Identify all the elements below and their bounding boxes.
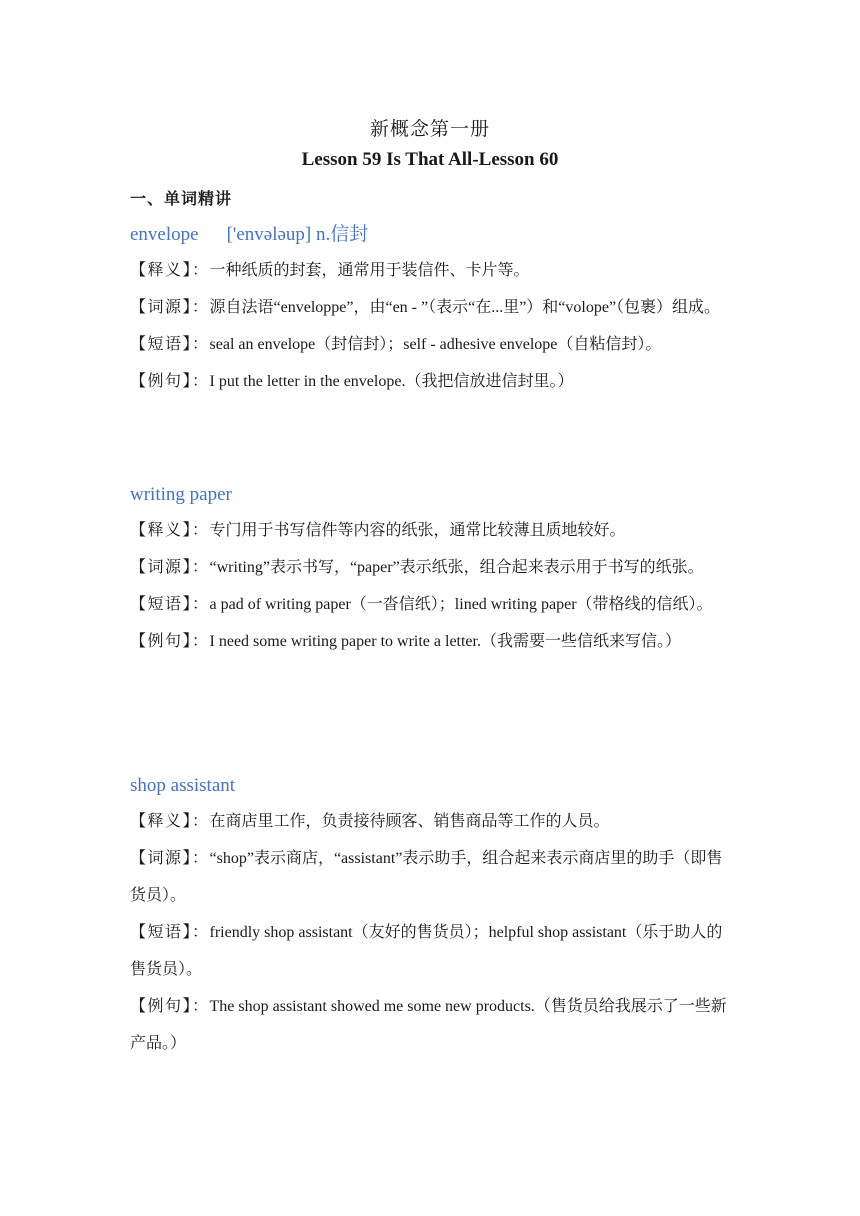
example-text: The shop assistant showed me some new products.（售货员给我展示了一些新产品。） — [130, 998, 727, 1052]
etymology-text: 源自法语“enveloppe”，由“en - ”（表示“在...里”）和“volope”（包裹）组成。 — [209, 299, 721, 316]
etymology-label: 【词源】： — [130, 299, 210, 316]
etymology-text: “writing”表示书写，“paper”表示纸张，组合起来表示用于书写的纸张。 — [209, 559, 704, 576]
vocab-entry-shop-assistant — [130, 773, 730, 1062]
definition-label: 【释义】： — [130, 262, 210, 279]
headword-text: envelope — [130, 224, 199, 245]
etymology-label: 【词源】： — [130, 850, 210, 867]
phrases-label: 【短语】： — [130, 924, 210, 941]
section-heading: 一、单词精讲 — [130, 191, 233, 208]
entry-headword — [130, 482, 730, 508]
example-label: 【例句】： — [130, 373, 210, 390]
document-title-en: Lesson 59 Is That All-Lesson 60 — [301, 149, 559, 170]
definition-line — [130, 252, 730, 289]
definition-text: 在商店里工作，负责接待顾客、销售商品等工作的人员。 — [209, 813, 610, 830]
etymology-text: “shop”表示商店，“assistant”表示助手，组合起来表示商店里的助手（即售货员）。 — [130, 850, 723, 904]
entry-headword — [130, 773, 730, 799]
phrases-line — [130, 586, 730, 623]
etymology-line — [130, 840, 730, 914]
etymology-line — [130, 289, 730, 326]
example-line — [130, 363, 730, 400]
phrases-label: 【短语】： — [130, 336, 210, 353]
phrases-text: a pad of writing paper（一沓信纸）；lined writing paper（带格线的信纸）。 — [209, 596, 713, 613]
vocab-entry-writing-paper — [130, 482, 730, 660]
definition-line — [130, 803, 730, 840]
example-label: 【例句】： — [130, 633, 210, 650]
entry-headword — [130, 222, 730, 248]
phrases-text: friendly shop assistant（友好的售货员）；helpful shop assistant（乐于助人的售货员）。 — [130, 924, 723, 978]
definition-text: 专门用于书写信件等内容的纸张，通常比较薄且质地较好。 — [209, 522, 626, 539]
vocab-entry-envelope — [130, 222, 730, 400]
definition-label: 【释义】： — [130, 522, 210, 539]
definition-label: 【释义】： — [130, 813, 210, 830]
phrases-line — [130, 914, 730, 988]
headword-text: shop assistant — [130, 775, 236, 796]
etymology-label: 【词源】： — [130, 559, 210, 576]
definition-line — [130, 512, 730, 549]
definition-text: 一种纸质的封套，通常用于装信件、卡片等。 — [209, 262, 530, 279]
example-text: I put the letter in the envelope.（我把信放进信封里。） — [209, 373, 574, 390]
phrases-text: seal an envelope（封信封）；self - adhesive envelope（自粘信封）。 — [209, 336, 662, 353]
phrases-label: 【短语】： — [130, 596, 210, 613]
example-line — [130, 623, 730, 660]
phonetic-text: ['envələup] n.信封 — [226, 224, 369, 245]
example-text: I need some writing paper to write a letter.（我需要一些信纸来写信。） — [209, 633, 681, 650]
document-title-cn: 新概念第一册 — [369, 119, 490, 140]
etymology-line — [130, 549, 730, 586]
phrases-line — [130, 326, 730, 363]
headword-text: writing paper — [130, 484, 232, 505]
example-line — [130, 988, 730, 1062]
example-label: 【例句】： — [130, 998, 210, 1015]
